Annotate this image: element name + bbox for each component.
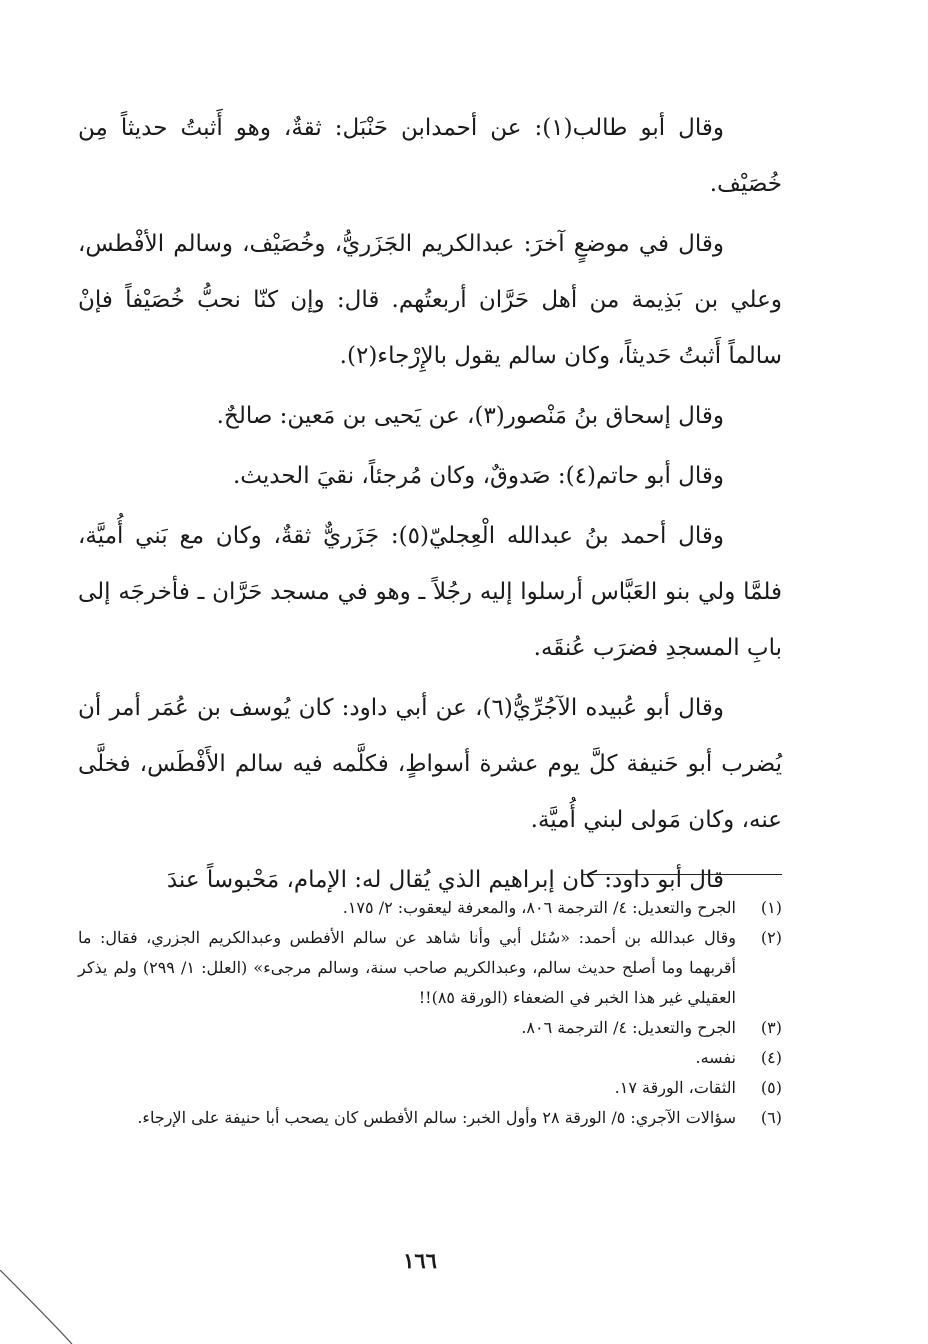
footnote-text: سؤالات الآجري: ٥/ الورقة ٢٨ وأول الخبر: سالم الأفطس كان يصحب أبا حنيفة على الإرجاء. [137,1108,736,1127]
footnote-4 [78,1043,782,1073]
paragraph-7: قال أبو داود: كان إبراهيم الذي يُقال له: الإمام، مَحْبوساً عندَ [166,867,724,893]
footnote-number: (٥) [760,1078,782,1097]
footnote-separator [582,874,782,875]
footnote-text: وقال عبدالله بن أحمد: «سُئل أبي وأنا شاهد عن سالم الأفطس وعبدالكريم الجزري، فقال: ما أقربهما وما أصلح حديث سالم، وعبدالكريم صاحب سنة، وسالم مرجىء» (العلل: ١/ ٢٩٩) ولم يذكر العقيلي غير هذا الخبر في الضعفاء (الورقة ٨٥)!! [78,928,736,1007]
footnote-2 [78,923,782,1013]
paragraph-4: وقال أبو حاتم(٤): صَدوقٌ، وكان مُرجئاً، نقيَ الحديث. [232,463,724,489]
paragraph-1: وقال أبو طالب(١): عن أحمدابن حَنْبَل: ثقةٌ، وهو أَثبتُ حديثاً مِن خُصَيْف. [78,115,782,197]
footnote-text: الثقات، الورقة ١٧. [614,1078,736,1097]
page-number: ١٦٦ [403,1248,437,1273]
footnotes [78,893,782,1133]
footnote-number: (٤) [760,1048,782,1067]
footnote-text: الجرح والتعديل: ٤/ الترجمة ٨٠٦، والمعرفة ليعقوب: ٢/ ١٧٥. [342,898,736,917]
paragraph-3: وقال إسحاق بنُ مَنْصور(٣)، عن يَحيى بن مَعين: صالحٌ. [216,403,724,429]
footnote-number: (٢) [760,928,782,947]
paragraph-2: وقال في موضعٍ آخرَ: عبدالكريم الجَزَريُّ، وخُصَيْف، وسالم الأفْطس، وعلي بن بَذِيمة من أهل حَرَّان أربعتُهم. قال: وإن كنّا نحبُّ خُصَيْفاً فإنْ سالماً أَثبتُ حَديثاً، وكان سالم يقول بالإِرْجاء(٢). [78,231,782,369]
main-text [78,100,782,908]
footnote-number: (٦) [760,1108,782,1127]
footnote-5 [78,1073,782,1103]
footnote-number: (٣) [760,1018,782,1037]
footnote-text: نفسه. [695,1048,736,1067]
footnote-number: (١) [760,898,782,917]
footnote-6 [78,1103,782,1133]
scan-edge-curve [0,1270,120,1344]
footnote-1 [78,893,782,923]
paragraph-5: وقال أحمد بنُ عبدالله الْعِجليّ(٥): جَزَريٌّ ثقةٌ، وكان مع بَني أُميَّة، فلمَّا ولي بنو العَبَّاس أرسلوا إليه رجُلاً ـ وهو في مسجد حَرَّان ـ فأخرجَه إلى بابِ المسجدِ فضرَب عُنقَه. [78,523,782,661]
footnote-text: الجرح والتعديل: ٤/ الترجمة ٨٠٦. [521,1018,736,1037]
footnote-3 [78,1013,782,1043]
paragraph-6: وقال أبو عُبيده الآجُرِّيُّ(٦)، عن أبي داود: كان يُوسف بن عُمَر أمر أن يُضرب أبو حَنيفة كلَّ يوم عشرة أسواطٍ، فكلَّمه فيه سالم الأَفْطَس، فخلَّى عنه، وكان مَولى لبني أُميَّة. [78,695,782,833]
